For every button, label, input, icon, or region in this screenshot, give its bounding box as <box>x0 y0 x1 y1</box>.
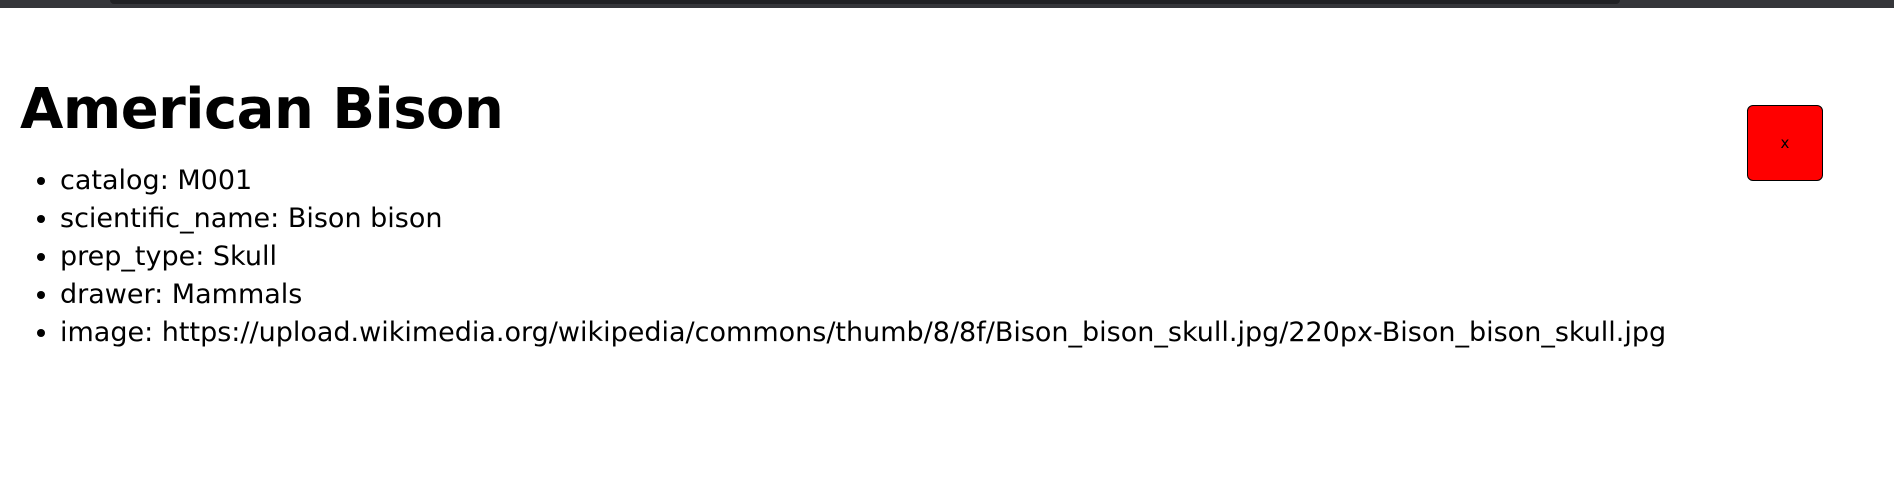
browser-tab-strip <box>110 0 1620 4</box>
detail-item-scientific-name: • scientific_name: Bison bison <box>60 200 1720 238</box>
detail-list <box>20 162 1720 352</box>
detail-value: Bison bison <box>287 203 443 234</box>
detail-value: M001 <box>177 165 253 196</box>
specimen-detail <box>20 72 1720 352</box>
close-button[interactable]: x <box>1747 105 1823 181</box>
detail-key: catalog <box>60 165 160 196</box>
detail-key: prep_type <box>60 241 196 272</box>
detail-item-prep-type: • prep_type: Skull <box>60 238 1720 276</box>
detail-item-catalog: • catalog: M001 <box>60 162 1720 200</box>
page-title: American Bison <box>20 77 504 142</box>
detail-value: Mammals <box>171 279 303 310</box>
browser-top-bar <box>0 0 1894 8</box>
detail-value: https://upload.wikimedia.org/wikipedia/commons/thumb/8/8f/Bison_bison_skull.jpg/220px-Bison_bison_skull.jpg <box>161 317 1667 348</box>
detail-item-image: • image: https://upload.wikimedia.org/wikipedia/commons/thumb/8/8f/Bison_bison_skull.jpg/220px-Bison_bison_skull.jpg <box>60 314 1720 352</box>
detail-item-drawer: • drawer: Mammals <box>60 276 1720 314</box>
detail-key: image <box>60 317 145 348</box>
detail-key: drawer <box>60 279 155 310</box>
detail-key: scientific_name <box>60 203 271 234</box>
detail-value: Skull <box>212 241 277 272</box>
